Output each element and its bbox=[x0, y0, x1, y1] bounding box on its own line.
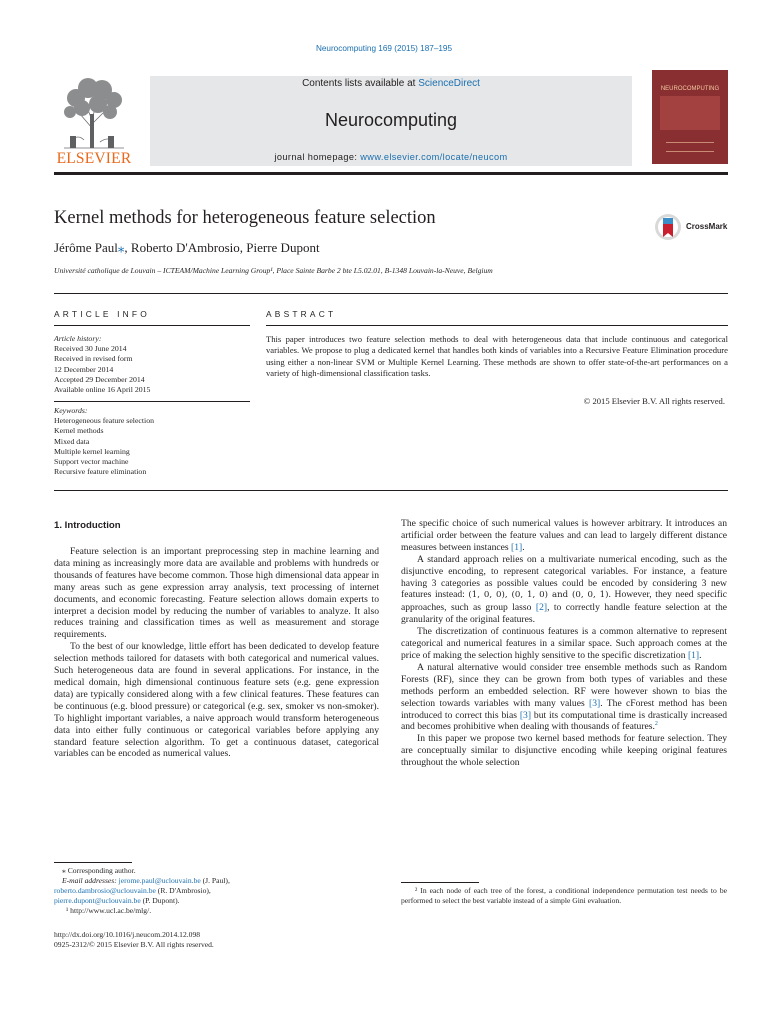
text-run: . bbox=[699, 649, 702, 661]
affiliation: Université catholique de Louvain – ICTEAM/Machine Learning Group¹, Place Sainte Barbe 2 bte L5.02.01, B-1348 Louvain-la-Neuve, Belgium bbox=[54, 266, 493, 275]
journal-reference[interactable]: Neurocomputing 169 (2015) 187–195 bbox=[315, 44, 453, 53]
author-list bbox=[54, 240, 320, 256]
footnote-rule-left bbox=[54, 862, 132, 863]
corresponding-author-marker[interactable]: ⁎ bbox=[117, 240, 125, 255]
footnote-emails-2 bbox=[54, 886, 364, 896]
title-divider bbox=[54, 293, 728, 294]
keyword-item: Mixed data bbox=[54, 436, 90, 446]
right-column bbox=[401, 518, 727, 769]
info-rule-mid bbox=[54, 401, 250, 402]
cover-lines bbox=[666, 142, 714, 152]
keyword-item: Support vector machine bbox=[54, 457, 129, 467]
abstract-heading: ABSTRACT bbox=[266, 309, 337, 319]
history-item: 12 December 2014 bbox=[54, 364, 114, 374]
paragraph: In this paper we propose two kernel based methods for feature selection. They are conceptually similar to disjunctive encoding while keeping original features throughout the whole selection bbox=[401, 733, 727, 769]
keyword-item: Recursive feature elimination bbox=[54, 467, 147, 477]
doi-link[interactable]: http://dx.doi.org/10.1016/j.neucom.2014.12.098 bbox=[54, 930, 201, 939]
issn-line: 0925-2312/© 2015 Elsevier B.V. All rights reserved. bbox=[54, 940, 214, 949]
article-history bbox=[54, 334, 250, 395]
text-run: . bbox=[522, 541, 525, 553]
footnote-1: ¹ http://www.ucl.ac.be/mlg/. bbox=[66, 906, 152, 915]
text-run: The specific choice of such numerical values is however arbitrary. It introduces an artificial order between the feature values and can lead to largely different distance measures between instances bbox=[401, 518, 727, 553]
email-link[interactable]: jerome.paul@uclouvain.be bbox=[118, 876, 201, 885]
citation-link[interactable]: [2] bbox=[535, 602, 548, 614]
info-rule-top bbox=[54, 325, 250, 326]
footnote-corresponding: ⁎ Corresponding author. bbox=[62, 866, 136, 875]
contents-line bbox=[150, 78, 632, 89]
paragraph bbox=[401, 626, 727, 662]
front-matter-rule bbox=[54, 490, 728, 491]
keyword-item: Multiple kernel learning bbox=[54, 446, 130, 456]
citation-link[interactable]: [1] bbox=[511, 541, 523, 553]
keyword-item: Heterogeneous feature selection bbox=[54, 416, 155, 426]
contents-prefix: Contents lists available at bbox=[302, 78, 419, 89]
keywords-block bbox=[54, 406, 250, 477]
math-tuples: (1, 0, 0), (0, 1, 0) and (0, 0, 1) bbox=[468, 590, 609, 601]
footnote-2: ² In each node of each tree of the forest, a conditional independence permutation test needs to be performed to select the best variable instead of a simple Gini evaluation. bbox=[401, 886, 727, 905]
email-label: E-mail addresses: bbox=[62, 876, 119, 885]
homepage-link[interactable]: www.elsevier.com/locate/neucom bbox=[360, 152, 508, 162]
footnote-rule-right bbox=[401, 882, 479, 883]
crossmark-badge[interactable] bbox=[654, 212, 728, 242]
keywords-label: Keywords: bbox=[54, 406, 88, 415]
abstract-copyright: © 2015 Elsevier B.V. All rights reserved. bbox=[583, 396, 725, 406]
abstract-body: This paper introduces two feature selection methods to deal with heterogeneous data that include continuous and categorical variables. We propose to plug a dedicated kernel that handles both kinds of variables into a Recursive Feature Elimination procedure using either a non-linear SVM or Multiple Kernel Learning. These methods are shown to offer state-of-the-art performances on a variety of high-dimensional classification tasks. bbox=[266, 334, 728, 378]
footnote-marker[interactable]: 2 bbox=[654, 721, 658, 728]
citation-link[interactable]: [3] bbox=[519, 709, 532, 721]
cover-graphic bbox=[660, 96, 720, 130]
journal-title: Neurocomputing bbox=[324, 110, 458, 130]
author-first: Jérôme Paul bbox=[54, 240, 118, 255]
author-rest: , Roberto D'Ambrosio, Pierre Dupont bbox=[124, 240, 320, 255]
history-label: Article history: bbox=[54, 334, 102, 343]
citation-link[interactable]: [1] bbox=[687, 649, 700, 661]
journal-cover-image[interactable] bbox=[652, 70, 728, 164]
history-item: Received 30 June 2014 bbox=[54, 344, 127, 354]
text-run: A standard approach relies on a multivariate numerical encoding, such as the disjunctive encoding, to represent categorical variables. For instance, a feature having 3 categories as possible values could be encoded by considering 3 new features instead: bbox=[401, 553, 727, 601]
footnote-emails bbox=[62, 876, 362, 886]
crossmark-label: CrossMark bbox=[686, 222, 728, 231]
article-title: Kernel methods for heterogeneous feature selection bbox=[54, 208, 436, 228]
email-owner: (J. Paul), bbox=[200, 876, 230, 885]
journal-homepage bbox=[150, 152, 632, 162]
history-item: Available online 16 April 2015 bbox=[54, 385, 151, 395]
history-item: Accepted 29 December 2014 bbox=[54, 374, 145, 384]
left-column bbox=[54, 546, 379, 760]
article-info-heading: ARTICLE INFO bbox=[54, 309, 150, 319]
text-run: . The cForest method has been introduced to correct this bias bbox=[401, 697, 727, 721]
footnote-emails-3 bbox=[54, 896, 364, 906]
text-run: , to correctly handle feature selection at the granularity of the original features. bbox=[401, 602, 727, 626]
cover-title: NEUROCOMPUTING bbox=[660, 86, 720, 92]
email-link[interactable]: pierre.dupont@uclouvain.be bbox=[54, 896, 141, 905]
paragraph: To the best of our knowledge, little effort has been dedicated to develop feature selection methods tailored for datasets with both categorical and numerical values. Such heterogeneous data are found in several applications. For instance, in the medical domain, high dimensional continuous feature sets (e.g. gene expression data) are typically considered along with a few clinical features. These features can be continuous (e.g. blood pressure) or categorical (e.g. sex, smoker vs non-smoker). To highlight important variables, a naive approach would transform heterogeneous data into either fully continuous or categorical variables before applying any standard feature selection algorithm. To get a continuous dataset, categorical variables can be encoded as numerical values. bbox=[54, 641, 379, 760]
sciencedirect-link[interactable]: ScienceDirect bbox=[418, 78, 480, 89]
email-owner: (R. D'Ambrosio), bbox=[155, 886, 211, 895]
text-run: The discretization of continuous features is a common alternative to represent categorical and numerical features in a similar space. Such approach comes at the price of making the selection highly sensitive to the specific discretization bbox=[401, 626, 727, 661]
paragraph bbox=[401, 554, 727, 626]
section-heading-introduction: 1. Introduction bbox=[54, 520, 121, 531]
history-item: Received in revised form bbox=[54, 354, 133, 364]
citation-link[interactable]: [3] bbox=[589, 697, 601, 709]
paragraph bbox=[401, 662, 727, 733]
keyword-item: Kernel methods bbox=[54, 426, 104, 436]
email-link[interactable]: roberto.dambrosio@uclouvain.be bbox=[54, 886, 156, 895]
text-run: A natural alternative would consider tree ensemble methods such as Random Forests (RF), since they can be grown from both types of variables and these methods perform an embedded selection. RF were however shown to bias the selection towards variables with many values bbox=[401, 661, 727, 709]
paragraph: Feature selection is an important preprocessing step in machine learning and data mining as increasingly more data are available and problems with hundreds or thousands of features have become common. Those high dimensional data appear in many areas such as gene expression array analysis, text processing of internet documents, and economic forecasting. Feature selection allows domain experts to interpret a decision model by reducing the number of variables to analyze. It also reduces training and classification times as well as measurement and storage requirements. bbox=[54, 546, 379, 641]
homepage-prefix: journal homepage: bbox=[274, 152, 361, 162]
email-owner: (P. Dupont). bbox=[140, 896, 180, 905]
text-run: but its computational time is drastically increased and becomes prohibitive when dealing with thousands of features. bbox=[401, 709, 727, 733]
publisher-name: ELSEVIER bbox=[56, 150, 132, 167]
paragraph bbox=[401, 518, 727, 554]
header-rule bbox=[54, 172, 728, 175]
text-run: . However, they need specific approaches, such as group lasso bbox=[401, 589, 727, 614]
journal-banner bbox=[150, 76, 632, 166]
abstract-rule-top bbox=[266, 325, 728, 326]
crossmark-icon bbox=[654, 212, 682, 242]
journal-header bbox=[54, 70, 728, 170]
